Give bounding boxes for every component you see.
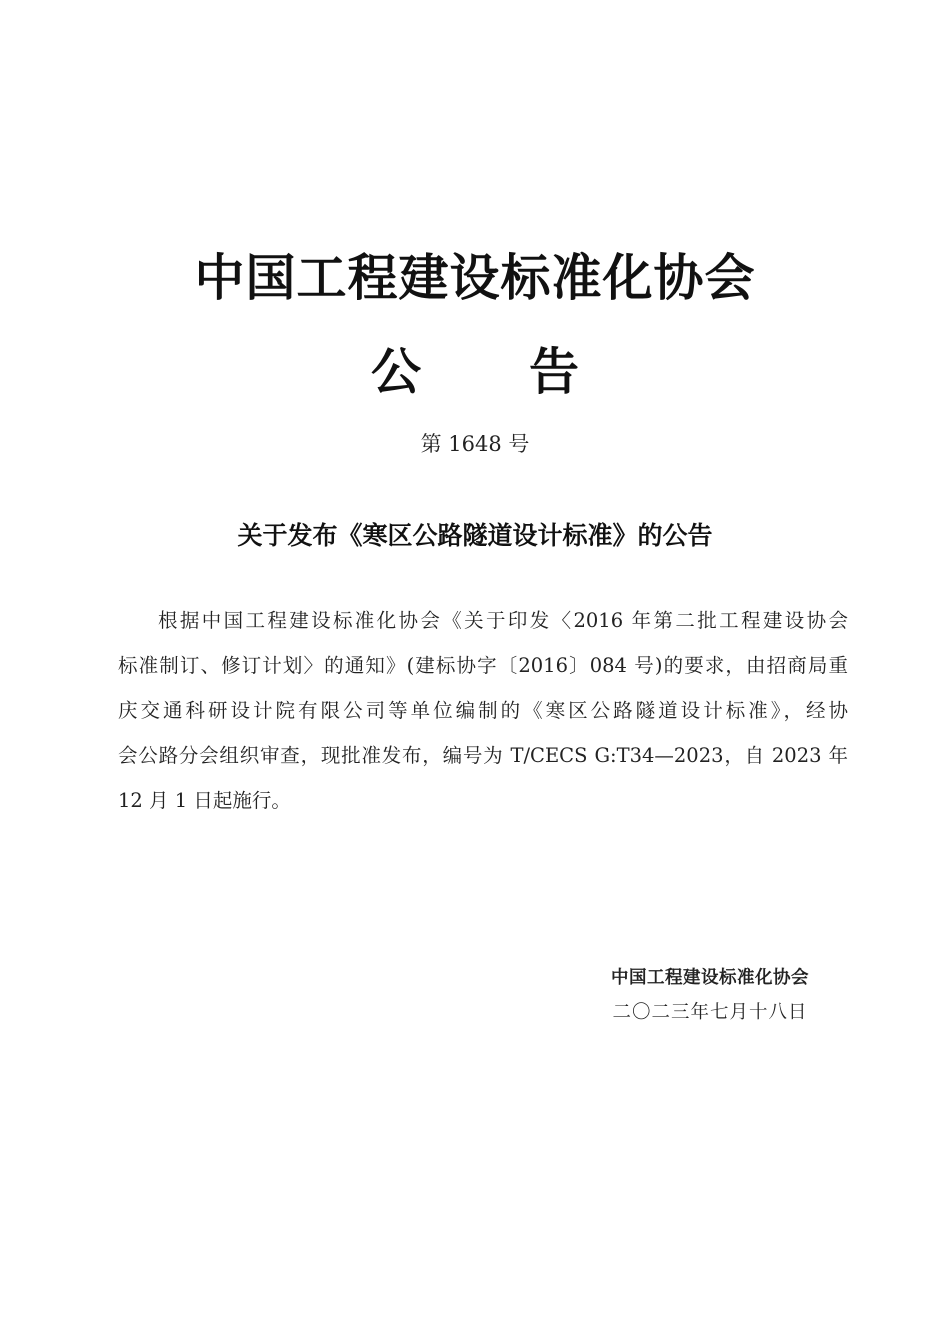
body-line: 根据中国工程建设标准化协会《关于印发〈2016 年第二批工程建设协会 — [158, 609, 848, 632]
signature-date: 二〇二三年七月十八日 — [612, 1002, 808, 1023]
org-title: 中国工程建设标准化协会 — [194, 249, 756, 307]
signature-org: 中国工程建设标准化协会 — [611, 968, 809, 988]
notice-title — [0, 332, 950, 404]
body-line: 标准制订、修订计划〉的通知》(建标协字〔2016〕084 号)的要求，由招商局重 — [118, 654, 848, 677]
notice-title-char-2: 告 — [529, 343, 579, 401]
body-line: 会公路分会组织审查，现批准发布，编号为 T/CECS G:T34—2023，自 2023 年 — [118, 744, 848, 767]
notice-title-char-1: 公 — [371, 343, 421, 401]
notice-subject: 关于发布《寒区公路隧道设计标准》的公告 — [237, 521, 713, 550]
notice-body — [118, 598, 848, 823]
notice-number: 第 1648 号 — [420, 432, 530, 456]
body-line: 庆交通科研设计院有限公司等单位编制的《寒区公路隧道设计标准》，经协 — [118, 699, 848, 722]
signature-block — [590, 964, 830, 1024]
body-line: 12 月 1 日起施行。 — [118, 789, 291, 812]
